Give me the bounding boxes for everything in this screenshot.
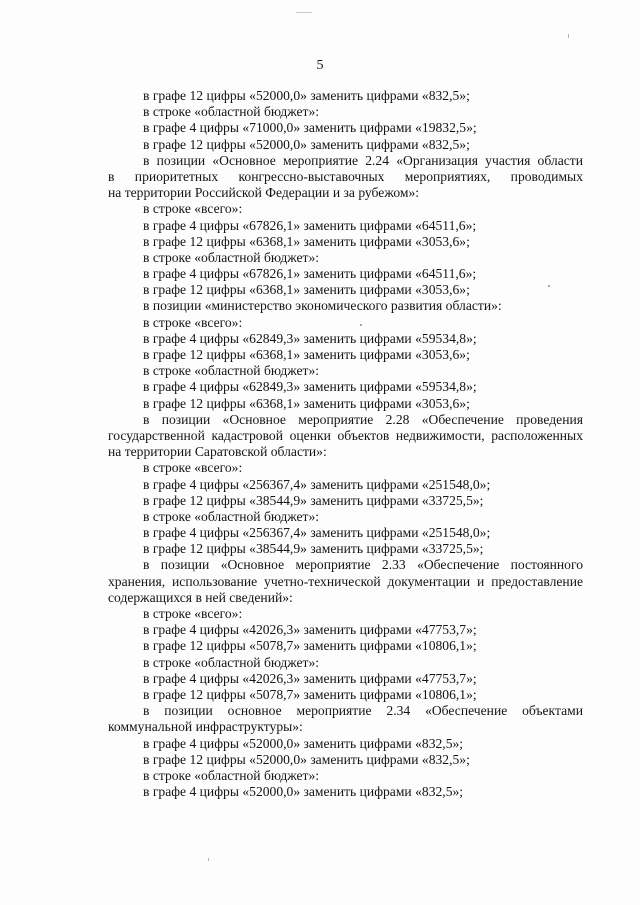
scan-speck [208,858,209,861]
text-line: в строке «областной бюджет»: [143,767,320,783]
text-line: в графе 12 цифры «52000,0» заменить цифрами «832,5»; [143,136,470,152]
text-line: в строке «областной бюджет»: [143,104,320,120]
scan-speck [360,324,362,326]
text-line: в позиции основное мероприятие 2.34 «Обеспечение объектами [143,703,583,719]
text-line: в графе 12 цифры «5078,7» заменить цифрами «10806,1»; [143,686,477,702]
text-line: в приоритетных конгрессно-выставочных мероприятиях, проводимых [108,168,583,184]
scan-speck [548,285,550,287]
text-line: в графе 4 цифры «67826,1» заменить цифрами «64511,6»; [143,217,477,233]
text-line: в графе 4 цифры «71000,0» заменить цифрами «19832,5»; [143,120,477,136]
text-line: в графе 12 цифры «6368,1» заменить цифрами «3053,6»; [143,282,470,298]
scan-speck [296,12,312,13]
text-line: в строке «областной бюджет»: [143,249,320,265]
text-line: в графе 4 цифры «52000,0» заменить цифрами «832,5»; [143,784,464,800]
text-line: содержащихся в ней сведений»: [108,589,293,605]
text-line: в строке «всего»: [143,314,243,330]
text-line: в графе 12 цифры «6368,1» заменить цифрами «3053,6»; [143,395,470,411]
document-body [108,88,583,800]
text-line: в строке «всего»: [143,201,243,217]
page-number: 5 [316,58,324,73]
text-line: в графе 4 цифры «256367,4» заменить цифрами «251548,0»; [143,525,491,541]
text-line: в позиции «Основное мероприятие 2.28 «Обеспечение проведения [143,411,583,427]
text-line: на территории Российской Федерации и за рубежом»: [108,185,420,201]
text-line: в позиции «Основное мероприятие 2.24 «Организация участия области [143,152,583,168]
text-line: в строке «всего»: [143,460,243,476]
text-line: в графе 4 цифры «67826,1» заменить цифрами «64511,6»; [143,266,477,282]
text-line: в строке «всего»: [143,606,243,621]
text-line: коммунальной инфраструктуры»: [108,719,303,735]
text-line: в графе 12 цифры «6368,1» заменить цифрами «3053,6»; [143,347,470,362]
text-line: на территории Саратовской области»: [108,444,327,460]
text-line: в графе 4 цифры «62849,3» заменить цифрами «59534,8»; [143,379,477,395]
text-line: хранения, использование учетно-технической документации и предоставление [108,573,583,589]
text-line: в позиции «Основное мероприятие 2.33 «Обеспечение постоянного [143,557,583,573]
text-line: в графе 12 цифры «6368,1» заменить цифрами «3053,6»; [143,233,470,249]
text-line: в графе 12 цифры «52000,0» заменить цифрами «832,5»; [143,751,470,767]
text-line: в графе 12 цифры «38544,9» заменить цифрами «33725,5»; [143,492,484,508]
text-line: в графе 12 цифры «38544,9» заменить цифрами «33725,5»; [143,541,484,557]
text-line: в строке «областной бюджет»: [143,654,320,670]
text-line: государственной кадастровой оценки объектов недвижимости, расположенных [108,427,583,443]
text-line: в графе 4 цифры «52000,0» заменить цифрами «832,5»; [143,735,464,751]
text-line: в графе 4 цифры «42026,3» заменить цифрами «47753,7»; [143,622,477,638]
text-line: в строке «областной бюджет»: [143,508,320,524]
text-line: в графе 4 цифры «42026,3» заменить цифрами «47753,7»; [143,670,477,686]
text-line: в графе 4 цифры «256367,4» заменить цифрами «251548,0»; [143,476,491,492]
text-line: в графе 12 цифры «52000,0» заменить цифрами «832,5»; [143,88,470,103]
text-line: в строке «областной бюджет»: [143,363,320,379]
text-line: в позиции «министерство экономического развития области»: [143,298,502,314]
text-line: в графе 12 цифры «5078,7» заменить цифрами «10806,1»; [143,638,477,654]
text-line: в графе 4 цифры «62849,3» заменить цифрами «59534,8»; [143,330,477,346]
scan-speck [568,34,569,38]
